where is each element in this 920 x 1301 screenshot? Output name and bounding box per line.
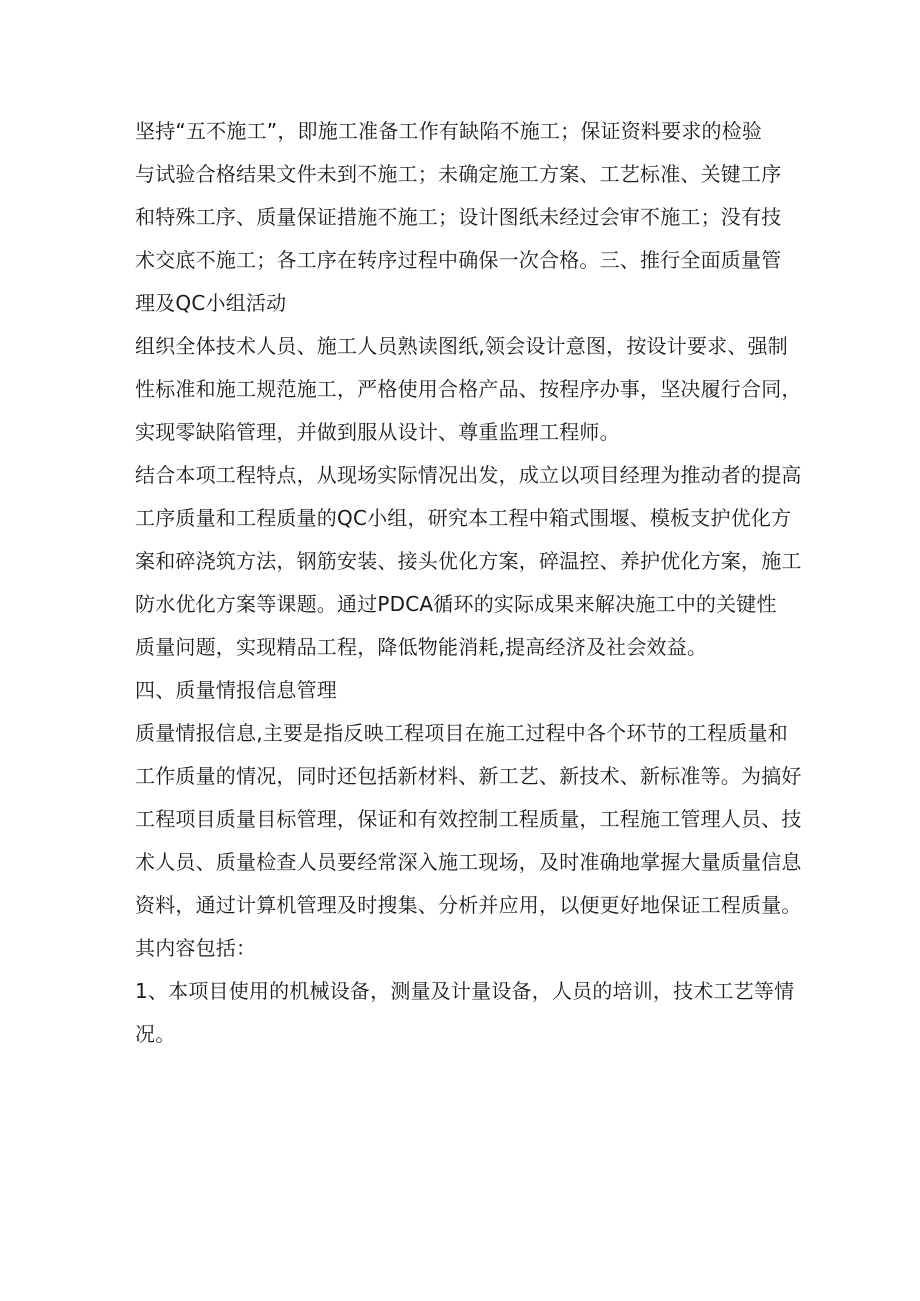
text-line: 案和碎浇筑方法，钢筋安装、接头优化方案，碎温控、养护优化方案，施工 xyxy=(135,549,802,573)
text-line: 工作质量的情况，同时还包括新材料、新工艺、新技术、新标准等。为搞好 xyxy=(135,764,802,788)
text-line: 术人员、质量检查人员要经常深入施工现场，及时准确地掌握大量质量信息 xyxy=(135,850,802,874)
text-line: 与试验合格结果文件未到不施工；未确定施工方案、工艺标准、关键工序 xyxy=(135,162,782,186)
text-line: 资料，通过计算机管理及时搜集、分析并应用，以便更好地保证工程质量。 xyxy=(135,893,802,917)
text-line: 和特殊工序、质量保证措施不施工；设计图纸未经过会审不施工；没有技 xyxy=(135,205,782,229)
text-line: 质量问题，实现精品工程，降低物能消耗,提高经济及社会效益。 xyxy=(135,635,708,659)
text-line: 工程项目质量目标管理，保证和有效控制工程质量，工程施工管理人员、技 xyxy=(135,807,802,831)
text-line: 况。 xyxy=(135,1022,176,1046)
text-line: 工序质量和工程质量的QC小组，研究本工程中箱式围堰、模板支护优化方 xyxy=(135,506,792,530)
list-item: 1、本项目使用的机械设备，测量及计量设备，人员的培训，技术工艺等情 xyxy=(135,979,795,1003)
text-line: 质量情报信息,主要是指反映工程项目在施工过程中各个环节的工程质量和 xyxy=(135,721,788,745)
section-heading: 四、质量情报信息管理 xyxy=(135,678,337,702)
text-line: 结合本项工程特点，从现场实际情况出发，成立以项目经理为推动者的提高 xyxy=(135,463,802,487)
text-line: 防水优化方案等课题。通过PDCA循环的实际成果来解决施工中的关键性 xyxy=(135,592,777,616)
text-line: 理及QC小组活动 xyxy=(135,291,287,315)
text-line: 性标准和施工规范施工，严格使用合格产品、按程序办事，坚决履行合同， xyxy=(135,377,802,401)
text-line: 其内容包括： xyxy=(135,936,257,960)
text-line: 术交底不施工；各工序在转序过程中确保一次合格。三、推行全面质量管 xyxy=(135,248,782,272)
text-line: 实现零缺陷管理，并做到服从设计、尊重监理工程师。 xyxy=(135,420,620,444)
document-body xyxy=(135,113,805,1059)
text-line: 组织全体技术人员、施工人员熟读图纸,领会设计意图，按设计要求、强制 xyxy=(135,334,788,358)
text-line: 坚持“五不施工”，即施工准备工作有缺陷不施工；保证资料要求的检验 xyxy=(135,119,763,143)
